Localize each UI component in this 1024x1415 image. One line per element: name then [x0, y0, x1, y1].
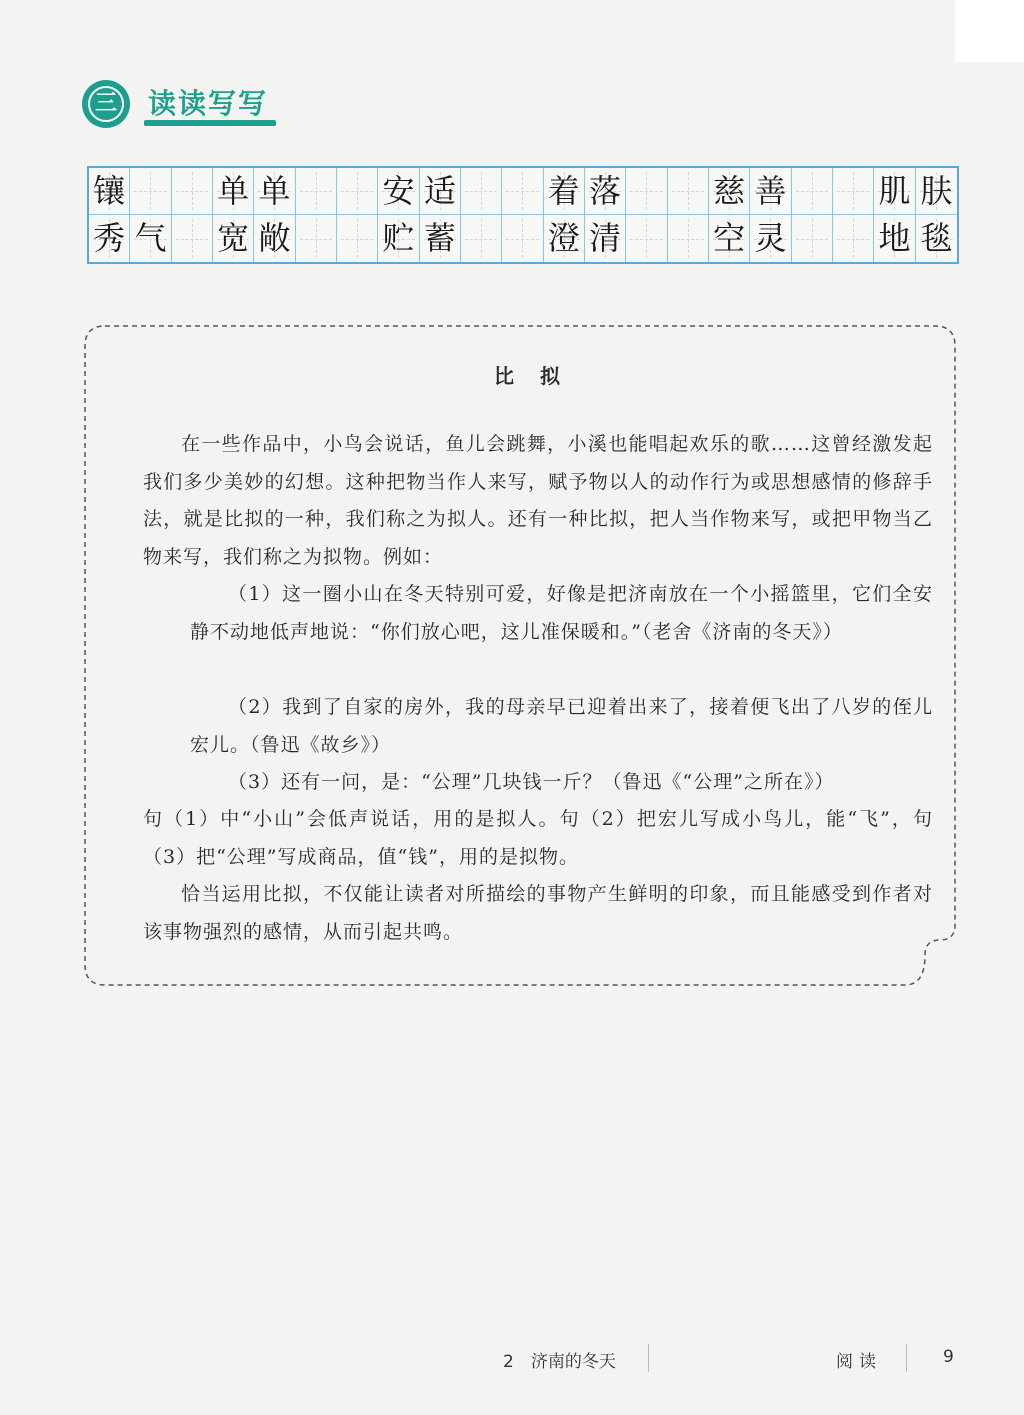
- footer-unit: 阅读: [836, 1352, 882, 1372]
- grid-cell: [874, 168, 915, 215]
- grid-cell: [213, 168, 254, 215]
- grid-cell: [750, 168, 791, 215]
- grid-character: 着: [547, 172, 580, 210]
- grid-cell: [213, 215, 254, 262]
- footer-divider: [906, 1344, 907, 1372]
- grid-character: 灵: [754, 219, 787, 257]
- grid-character: 落: [589, 172, 622, 210]
- grid-cell: [709, 168, 750, 215]
- page-number: 9: [943, 1347, 954, 1367]
- grid-character: 澄: [547, 219, 580, 257]
- grid-character: 敞: [258, 219, 291, 257]
- example-3: （3）还有一问，是：“公理”几块钱一斤？（鲁迅《“公理”之所在》）: [228, 771, 835, 793]
- grid-cell: [916, 215, 957, 262]
- grid-character: 善: [754, 172, 787, 210]
- section-number: 三: [88, 86, 124, 122]
- grid-cell: [89, 215, 130, 262]
- box-title: 比拟: [494, 364, 586, 388]
- grid-character: 宽: [217, 219, 250, 257]
- grid-character: 单: [258, 172, 291, 210]
- grid-cell: [874, 215, 915, 262]
- grid-cell: [544, 168, 585, 215]
- grid-cell: [420, 215, 461, 262]
- example-1: （1）这一圈小山在冬天特别可爱，好像是把济南放在一个小摇篮里，它们全安静不动地低声地说：“你们放心吧，这儿准保暖和。”（老舍《济南的冬天》）: [190, 583, 933, 643]
- grid-character: 贮: [382, 219, 415, 257]
- grid-cell: [585, 215, 626, 262]
- grid-character: 气: [134, 219, 167, 257]
- grid-cell: [750, 215, 791, 262]
- grid-cell: [420, 168, 461, 215]
- grid-cell: [709, 215, 750, 262]
- grid-character: 单: [217, 172, 250, 210]
- grid-character: 镶: [93, 172, 126, 210]
- grid-cell: [254, 215, 295, 262]
- example-2: （2）我到了自家的房外，我的母亲早已迎着出来了，接着便飞出了八岁的侄儿宏儿。（鲁迅《故乡》）: [190, 696, 933, 756]
- grid-cell: [130, 215, 171, 262]
- grid-character: 蓄: [423, 219, 456, 257]
- grid-cell: [544, 215, 585, 262]
- grid-cell: [254, 168, 295, 215]
- analysis-paragraph: 句（1）中“小山”会低声说话，用的是拟人。句（2）把宏儿写成小鸟儿，能“飞”，句（3）把“公理”写成商品，值“钱”，用的是拟物。: [143, 808, 933, 868]
- grid-cell: [378, 168, 419, 215]
- grid-cell: [585, 168, 626, 215]
- grid-character: 秀: [93, 219, 126, 257]
- grid-character: 地: [878, 219, 911, 257]
- grid-character: 慈: [713, 172, 746, 210]
- section-title: 读读写写: [148, 87, 269, 120]
- grid-character: 肌: [878, 172, 911, 210]
- footer-lesson: 2 济南的冬天: [503, 1352, 616, 1372]
- grid-cell: [378, 215, 419, 262]
- grid-character: 适: [423, 172, 456, 210]
- grid-character: 毯: [920, 219, 953, 257]
- footer-divider: [648, 1344, 649, 1372]
- grid-character: 清: [589, 219, 622, 257]
- conclusion-paragraph: 恰当运用比拟，不仅能让读者对所描绘的事物产生鲜明的印象，而且能感受到作者对该事物强烈的感情，从而引起共鸣。: [143, 883, 933, 943]
- grid-character: 肤: [920, 172, 953, 210]
- intro-paragraph: 在一些作品中，小鸟会说话，鱼儿会跳舞，小溪也能唱起欢乐的歌……这曾经激发起我们多少美妙的幻想。这种把物当作人来写，赋予物以人的动作行为或思想感情的修辞手法，就是比拟的一种，我们称之为拟人。还有一种比拟，把人当作物来写，或把甲物当乙物来写，我们称之为拟物。例如：: [143, 433, 933, 568]
- grid-cell: [89, 168, 130, 215]
- grid-character: 空: [713, 219, 746, 257]
- grid-cell: [916, 168, 957, 215]
- grid-character: 安: [382, 172, 415, 210]
